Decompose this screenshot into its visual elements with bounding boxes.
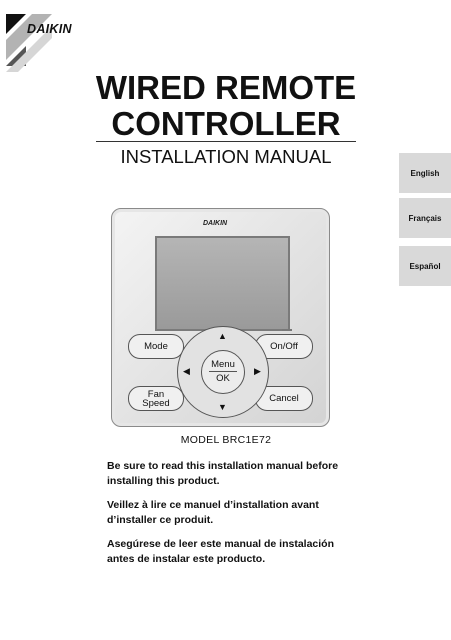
arrow-up-icon: ▲ <box>218 331 227 341</box>
ok-label: OK <box>216 373 230 384</box>
cancel-button: Cancel <box>255 386 313 411</box>
power-led <box>282 329 292 331</box>
menu-label: Menu <box>209 359 237 372</box>
page-subtitle: INSTALLATION MANUAL <box>120 146 332 167</box>
note-spanish: Asegúrese de leer este manual de instalación antes de instalar este producto. <box>107 538 335 565</box>
direction-pad <box>177 326 269 418</box>
arrow-left-icon: ◀ <box>183 366 190 376</box>
tab-francais[interactable]: Français <box>399 198 451 238</box>
title-divider <box>96 141 356 142</box>
arrow-right-icon: ▶ <box>254 366 261 376</box>
note-french: Veillez à lire ce manuel d’installation avant d’installer ce produit. <box>107 499 319 526</box>
mode-button: Mode <box>128 334 184 359</box>
speed-label: Speed <box>142 397 170 409</box>
title-line-2: CONTROLLER <box>111 105 341 142</box>
menu-ok-button <box>201 350 245 394</box>
brand-logo-text: DAIKIN <box>27 22 72 36</box>
title-line-1: WIRED REMOTE <box>95 69 357 106</box>
install-notes <box>107 459 367 576</box>
on-off-button: On/Off <box>255 334 313 359</box>
tab-espanol[interactable]: Español <box>399 246 451 286</box>
arrow-down-icon: ▼ <box>218 402 227 412</box>
model-label: MODEL BRC1E72 <box>180 434 272 446</box>
tab-english[interactable]: English <box>399 153 451 193</box>
remote-screen <box>155 236 290 331</box>
remote-controller-illustration <box>111 208 330 427</box>
fan-speed-button <box>128 386 184 411</box>
note-english: Be sure to read this installation manual before installing this product. <box>107 460 339 487</box>
fan-label: Fan <box>147 388 165 400</box>
page-title <box>90 70 362 142</box>
remote-logo: DAIKIN <box>203 220 228 227</box>
